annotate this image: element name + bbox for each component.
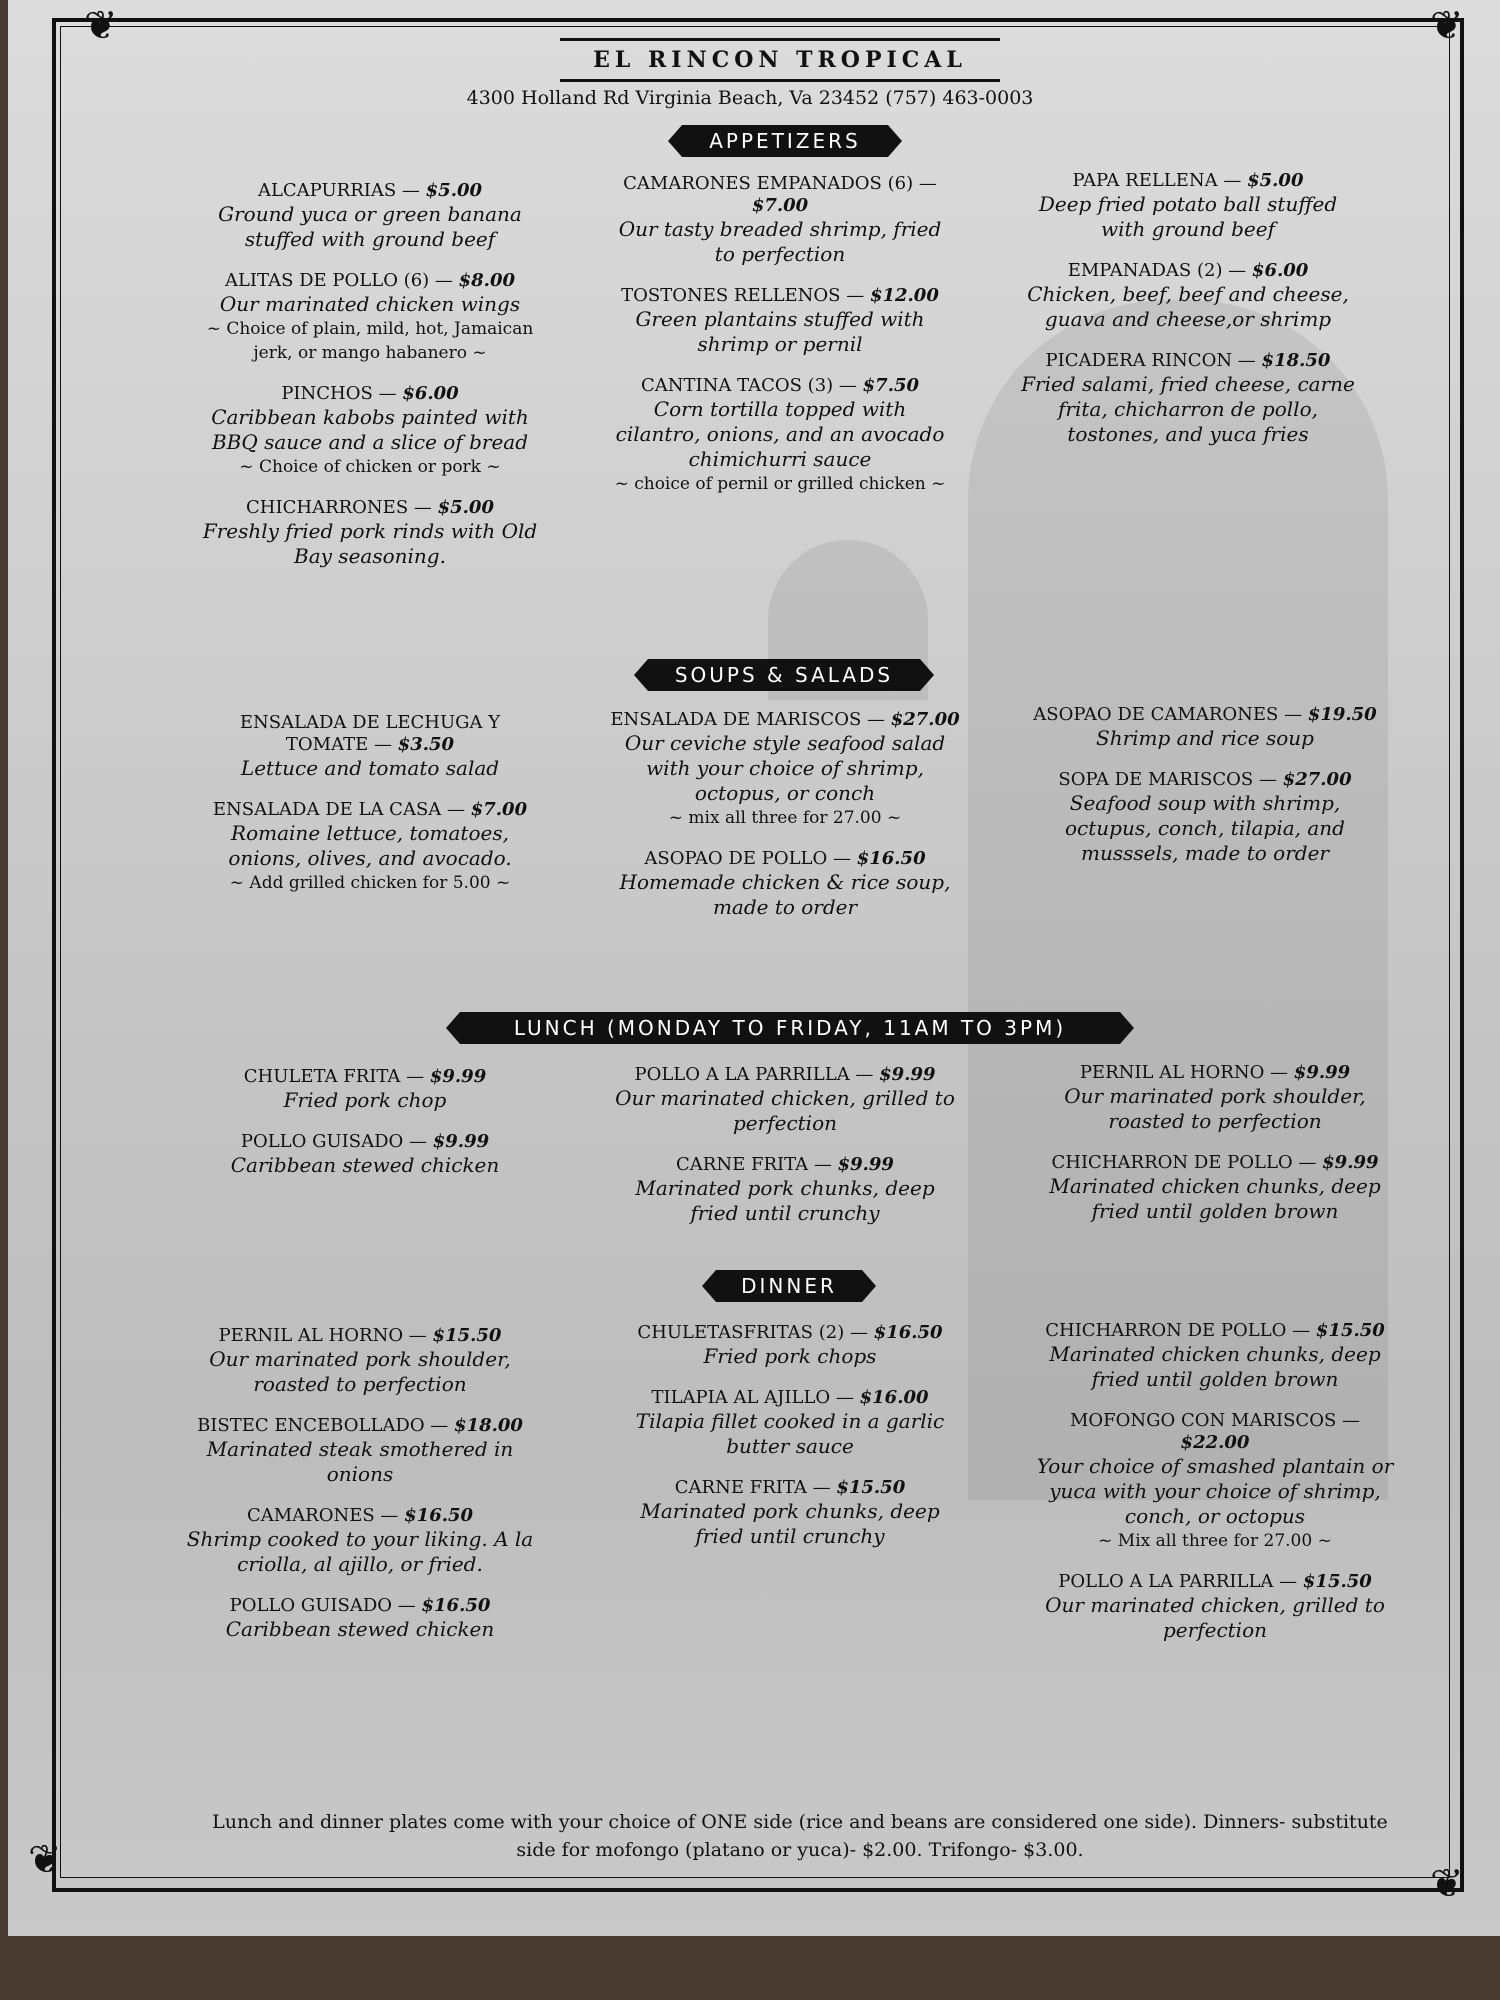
menu-item [1018, 170, 1358, 242]
menu-item [195, 1066, 535, 1113]
corner-ornament-bottom-left: ❦ [28, 1837, 62, 1883]
menu-item-description: Seafood soup with shrimp, octupus, conch, tilapia, and musssels, made to order [1065, 791, 1345, 865]
dinner-col-3 [1035, 1320, 1395, 1661]
menu-item-heading [200, 799, 540, 821]
menu-item-heading [615, 1064, 955, 1086]
menu-item-price: $9.99 [879, 1064, 936, 1085]
menu-item-description: Our marinated pork shoulder, roasted to perfection [209, 1347, 511, 1396]
menu-item-description: Shrimp and rice soup [1096, 726, 1314, 750]
menu-item-description: Freshly fried pork rinds with Old Bay seasoning. [202, 519, 538, 568]
menu-item-heading [185, 1415, 535, 1437]
menu-item-price: $5.00 [425, 180, 483, 201]
menu-item-heading [185, 1505, 535, 1527]
menu-item-description: Marinated pork chunks, deep fried until crunchy [640, 1499, 940, 1548]
menu-item-description: Corn tortilla topped with cilantro, onions, and an avocado chimichurri sauce [615, 397, 945, 471]
menu-item-name: CHICHARRON DE POLLO — [1051, 1152, 1317, 1173]
menu-item-name: ENSALADA DE LA CASA — [212, 799, 465, 820]
menu-item-description: Our tasty breaded shrimp, fried to perfection [618, 217, 942, 266]
dinner-col-1 [185, 1325, 535, 1660]
menu-item-name: CAMARONES EMPANADOS (6) — [623, 173, 937, 194]
menu-item [185, 1505, 535, 1577]
lunch-col-2 [615, 1064, 955, 1244]
lunch-col-3 [1040, 1062, 1390, 1242]
menu-item-name: PAPA RELLENA — [1072, 170, 1242, 191]
menu-item-heading [615, 1477, 965, 1499]
menu-item-name: TILAPIA AL AJILLO — [651, 1387, 854, 1408]
menu-item [1040, 1062, 1390, 1134]
menu-item-name: CARNE FRITA — [676, 1154, 832, 1175]
menu-item-price: $5.00 [1247, 170, 1304, 191]
menu-item-name: POLLO GUISADO — [229, 1595, 416, 1616]
menu-item [1018, 260, 1358, 332]
menu-item-price: $9.99 [837, 1154, 894, 1175]
menu-item [615, 1387, 965, 1459]
appetizers-col-3 [1018, 170, 1358, 465]
menu-item-price: $16.50 [404, 1505, 474, 1526]
menu-item-price: $15.50 [836, 1477, 906, 1498]
menu-item [1030, 769, 1380, 866]
menu-item-price: $18.00 [454, 1415, 523, 1436]
menu-item-name: CAMARONES — [246, 1505, 399, 1526]
menu-item-name: TOSTONES RELLENOS — [621, 285, 865, 306]
menu-item [610, 848, 960, 920]
menu-item-heading [615, 1387, 965, 1409]
menu-item-description: Romaine lettuce, tomatoes, onions, olives, and avocado. [228, 821, 512, 870]
menu-item-price: $12.00 [869, 285, 939, 306]
menu-item-name: POLLO GUISADO — [240, 1131, 428, 1152]
menu-item-heading [200, 497, 540, 519]
menu-item-price: $9.99 [1322, 1152, 1379, 1173]
menu-item-description: Our marinated chicken wings [219, 292, 521, 316]
menu-item [200, 712, 540, 781]
menu-item-heading [200, 383, 540, 405]
menu-item-description: Caribbean stewed chicken [230, 1153, 500, 1177]
menu-item [185, 1595, 535, 1642]
dinner-col-2 [615, 1322, 965, 1567]
appetizers-col-1 [200, 180, 540, 587]
menu-item [185, 1325, 535, 1397]
menu-footer-note: Lunch and dinner plates come with your choice of ONE side (rice and beans are considered one side). Dinners- substitute side for mofongo (platano or yuca)- $2.00. Trifongo- $3.00. [212, 1811, 1388, 1861]
menu-item-name: EMPANADAS (2) — [1067, 260, 1247, 281]
menu-item-heading [200, 270, 540, 292]
menu-item-price: $5.00 [437, 497, 494, 518]
menu-item-description: Lettuce and tomato salad [240, 756, 500, 780]
menu-item-name: CHICHARRON DE POLLO — [1045, 1320, 1311, 1341]
section-banner-lunch: LUNCH (MONDAY TO FRIDAY, 11AM TO 3PM) [460, 1012, 1120, 1044]
menu-item [610, 709, 960, 830]
menu-item-heading [610, 375, 950, 397]
menu-item-description: Fried salami, fried cheese, carne frita, chicharron de pollo, tostones, and yuca fries [1021, 372, 1355, 446]
menu-item-name: PINCHOS — [281, 383, 397, 404]
menu-item-description: Our marinated pork shoulder, roasted to perfection [1064, 1084, 1366, 1133]
menu-item-heading [1035, 1571, 1395, 1593]
menu-item-heading [615, 1322, 965, 1344]
menu-item [200, 270, 540, 365]
menu-item-price: $7.00 [470, 799, 528, 820]
menu-item-description: Deep fried potato ball stuffed with ground beef [1038, 192, 1338, 241]
menu-item [1035, 1320, 1395, 1392]
menu-item-description: Shrimp cooked to your liking. A la criolla, al ajillo, or fried. [186, 1527, 534, 1576]
menu-item-description: Marinated chicken chunks, deep fried until golden brown [1049, 1342, 1381, 1391]
section-banner-soups-salads: SOUPS & SALADS [648, 659, 920, 691]
menu-item-price: $9.99 [432, 1131, 490, 1152]
menu-item-heading [200, 180, 540, 202]
menu-item [610, 375, 950, 496]
menu-item-price: $19.50 [1307, 704, 1377, 725]
menu-item-note: ~ Add grilled chicken for 5.00 ~ [229, 873, 511, 893]
menu-item-price: $9.99 [429, 1066, 487, 1087]
menu-item-description: Marinated chicken chunks, deep fried until golden brown [1049, 1174, 1381, 1223]
menu-item-description: Our marinated chicken, grilled to perfection [1045, 1593, 1385, 1642]
menu-item-heading [610, 173, 950, 217]
menu-item [615, 1322, 965, 1369]
menu-item-note: ~ mix all three for 27.00 ~ [668, 808, 902, 828]
menu-item-name: ASOPAO DE POLLO — [644, 848, 851, 869]
menu-item-heading [1030, 769, 1380, 791]
menu-item-price: $6.00 [1251, 260, 1309, 281]
menu-item-price: $7.00 [751, 195, 809, 216]
menu-item [1030, 704, 1380, 751]
menu-item-name: POLLO A LA PARRILLA — [634, 1064, 874, 1085]
menu-item-price: $6.00 [402, 383, 459, 404]
menu-item-description: Fried pork chop [283, 1088, 447, 1112]
menu-item-heading [185, 1595, 535, 1617]
menu-item-price: $15.50 [432, 1325, 502, 1346]
menu-item-description: Our ceviche style seafood salad with your choice of shrimp, octopus, or conch [624, 731, 946, 805]
menu-item-price: $7.50 [862, 375, 920, 396]
menu-item-description: Tilapia fillet cooked in a garlic butter sauce [635, 1409, 945, 1458]
corner-ornament-bottom-right: ❦ [1430, 1861, 1464, 1907]
menu-item-name: PICADERA RINCON — [1045, 350, 1256, 371]
soups-col-3 [1030, 704, 1380, 884]
menu-item-heading [1018, 260, 1358, 282]
menu-item-description: Our marinated chicken, grilled to perfection [615, 1086, 955, 1135]
menu-item [1035, 1410, 1395, 1553]
menu-item-note: ~ choice of pernil or grilled chicken ~ [614, 474, 946, 494]
corner-ornament-top-right: ❦ [1430, 3, 1464, 49]
menu-item-price: $8.00 [458, 270, 515, 291]
menu-item-name: ALITAS DE POLLO (6) — [224, 270, 453, 291]
menu-item-heading [1030, 704, 1380, 726]
menu-item-description: Ground yuca or green banana stuffed with ground beef [218, 202, 522, 251]
menu-item [185, 1415, 535, 1487]
menu-item-description: Green plantains stuffed with shrimp or pernil [635, 307, 925, 356]
menu-item-heading [1040, 1152, 1390, 1174]
menu-item [1035, 1571, 1395, 1643]
menu-item-name: MOFONGO CON MARISCOS — [1069, 1410, 1361, 1431]
menu-item-description: Caribbean kabobs painted with BBQ sauce and a slice of bread [211, 405, 529, 454]
menu-item-name: CHICHARRONES — [246, 497, 432, 518]
menu-item-heading [1018, 170, 1358, 192]
appetizers-col-2 [610, 173, 950, 514]
menu-item-heading [195, 1066, 535, 1088]
menu-item [200, 497, 540, 569]
menu-item [615, 1154, 955, 1226]
menu-item-price: $16.50 [856, 848, 926, 869]
menu-item-description: Your choice of smashed plantain or yuca with your choice of shrimp, conch, or octopus [1036, 1454, 1394, 1528]
menu-item-heading [610, 848, 960, 870]
menu-item-price: $15.50 [1302, 1571, 1372, 1592]
menu-item-heading [195, 1131, 535, 1153]
soups-col-1 [200, 712, 540, 913]
menu-item-description: Caribbean stewed chicken [225, 1617, 495, 1641]
menu-item-heading [200, 712, 540, 756]
menu-item-heading [185, 1325, 535, 1347]
menu-item-description: Marinated steak smothered in onions [206, 1437, 514, 1486]
menu-item [195, 1131, 535, 1178]
menu-item-description: Chicken, beef, beef and cheese, guava and cheese,or shrimp [1027, 282, 1349, 331]
menu-item-description: Marinated pork chunks, deep fried until crunchy [635, 1176, 935, 1225]
corner-ornament-top-left: ❦ [84, 3, 118, 49]
menu-item-note: ~ Choice of chicken or pork ~ [239, 457, 501, 477]
menu-item-name: ENSALADA DE LECHUGA Y TOMATE — [239, 712, 501, 755]
menu-item [1040, 1152, 1390, 1224]
menu-item-name: CARNE FRITA — [674, 1477, 831, 1498]
menu-item-price: $22.00 [1180, 1432, 1250, 1453]
menu-item-name: PERNIL AL HORNO — [1079, 1062, 1289, 1083]
restaurant-name: EL RINCON TROPICAL [560, 38, 1000, 82]
menu-item [615, 1477, 965, 1549]
menu-item-heading [1035, 1320, 1395, 1342]
menu-item [610, 285, 950, 357]
menu-item-price: $27.00 [890, 709, 960, 730]
menu-item-price: $9.99 [1293, 1062, 1351, 1083]
restaurant-address: 4300 Holland Rd Virginia Beach, Va 23452 (757) 463-0003 [466, 87, 1034, 109]
menu-item [615, 1064, 955, 1136]
menu-item [200, 180, 540, 252]
menu-item-price: $3.50 [397, 734, 455, 755]
menu-item-note: ~ Mix all three for 27.00 ~ [1098, 1531, 1332, 1551]
menu-item-heading [1035, 1410, 1395, 1454]
section-banner-dinner: DINNER [716, 1270, 862, 1302]
menu-item-name: PERNIL AL HORNO — [218, 1325, 427, 1346]
menu-item-description: Homemade chicken & rice soup, made to order [619, 870, 951, 919]
menu-item-price: $18.50 [1261, 350, 1331, 371]
menu-item-price: $16.50 [421, 1595, 491, 1616]
menu-item-heading [1018, 350, 1358, 372]
menu-item-name: ALCAPURRIAS — [257, 180, 420, 201]
soups-col-2 [610, 709, 960, 938]
menu-item-heading [615, 1154, 955, 1176]
menu-item-name: SOPA DE MARISCOS — [1058, 769, 1277, 790]
menu-item-name: CANTINA TACOS (3) — [640, 375, 857, 396]
lunch-col-1 [195, 1066, 535, 1196]
menu-item-name: CHULETASFRITAS (2) — [637, 1322, 868, 1343]
menu-item [200, 799, 540, 895]
menu-item-price: $16.50 [873, 1322, 943, 1343]
menu-item-heading [1040, 1062, 1390, 1084]
menu-item-description: Fried pork chops [703, 1344, 877, 1368]
section-banner-appetizers: APPETIZERS [682, 125, 888, 157]
menu-item-name: POLLO A LA PARRILLA — [1058, 1571, 1298, 1592]
menu-item-name: CHULETA FRITA — [243, 1066, 425, 1087]
menu-item-price: $27.00 [1282, 769, 1352, 790]
menu-item [1018, 350, 1358, 447]
menu-item-heading [610, 709, 960, 731]
menu-item-heading [610, 285, 950, 307]
menu-item-name: ENSALADA DE MARISCOS — [610, 709, 885, 730]
menu-item-price: $16.00 [859, 1387, 929, 1408]
menu-item-note: ~ Choice of plain, mild, hot, Jamaican jerk, or mango habanero ~ [206, 319, 534, 363]
menu-item-name: ASOPAO DE CAMARONES — [1033, 704, 1303, 725]
menu-item-price: $15.50 [1315, 1320, 1385, 1341]
menu-item [610, 173, 950, 267]
menu-item [200, 383, 540, 479]
menu-item-name: BISTEC ENCEBOLLADO — [197, 1415, 449, 1436]
